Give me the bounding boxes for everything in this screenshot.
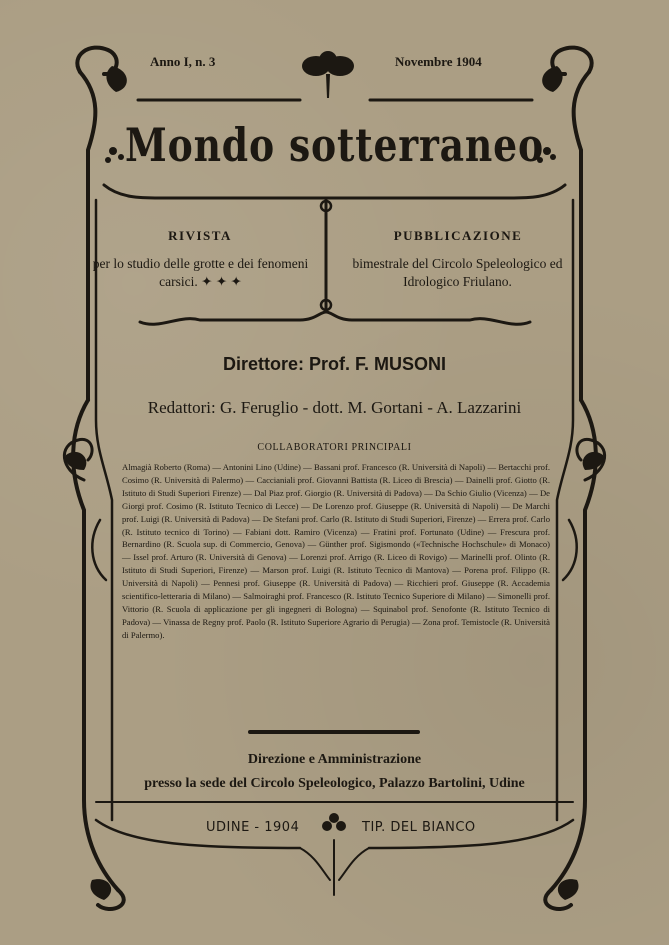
right-column-text: bimestrale del Circolo Speleologico ed Idrologico Friulano. bbox=[352, 256, 563, 289]
collaborators-heading: COLLABORATORI PRINCIPALI bbox=[257, 442, 412, 453]
right-column-heading: PUBBLICAZIONE bbox=[393, 228, 523, 243]
editors-line: Redattori: G. Feruglio - dott. M. Gortani - A. Lazzarini bbox=[147, 398, 522, 417]
director-line: Direttore: Prof. F. MUSONI bbox=[222, 354, 446, 374]
footer-place-year: UDINE - 1904 bbox=[206, 820, 300, 835]
issue-date: Novembre 1904 bbox=[395, 54, 482, 69]
magazine-title: Mondo sotterraneo bbox=[125, 118, 544, 172]
footer-printer: TIP. DEL BIANCO bbox=[362, 820, 476, 835]
collaborators-list: Almagià Roberto (Roma) — Antonini Lino (Udine) — Bassani prof. Francesco (R. Università di Napoli) — Bertacchi prof. Cosimo (R. Università di Palermo) — Caccianiali prof. Giovanni Battista (R. Liceo di Brescia) — Dainelli prof. Giotto (R. Istituto di Studi Superiori Firenze) — Dal Piaz prof. Giorgio (R. Università di Padova) — Da Schio Giulio (Vicenza) — De Giorgi prof. Cosimo (R. Istituto Tecnico di Lecce) — De Lorenzo prof. Giuseppe (R. Università di Napoli) — De Marchi prof. Luigi (R. Università di Padova) — De Stefani prof. Carlo (R. Istituto di Studi Superiori, Firenze) — Errera prof. Carlo (R. Istituto tecnico di Torino) — Fabiani dott. Ramiro (Vicenza) — Fratini prof. Fortunato (Udine) — Frescura prof. Bernardino (R. Scuola sup. di Commercio, Genova) — Günther prof. Sigismondo («Technische Hochschule» di Monaco) — Issel prof. Arturo (R. Università di Genova) — Lorenzi prof. Arrigo (R. Liceo di Rovigo) — Marinelli prof. Olinto (R. Istituto di Studi Superiori, Firenze) — Marson prof. Luigi (R. Istituto Tecnico di Mantova) — Porena prof. Filippo (R. Università di Napoli) — Pennesi prof. Giuseppe (R. Università di Padova) — Ricchieri prof. Giuseppe (R. Accademia scientifico-letteraria di Milano) — Salmoiraghi prof. Francesco (R. Istituto Tecnico Superiore di Milano) — Simonelli prof. Vittorio (R. Scuola di applicazione per gli ingegneri di Bologna) — Squinabol prof. Senofonte (R. Istituto Tecnico di Padova) — Vinassa de Regny prof. Paolo (R. Istituto Superiore Agrario di Perugia) — Zona prof. Temistocle (R. Università di Palermo). bbox=[122, 462, 550, 640]
administration-heading: Direzione e Amministrazione bbox=[247, 752, 422, 767]
administration-address: presso la sede del Circolo Speleologico, Palazzo Bartolini, Udine bbox=[144, 776, 525, 791]
left-column-heading: RIVISTA bbox=[168, 228, 232, 243]
left-column-text: per lo studio delle grotte e dei fenomeni carsici. ✦ ✦ ✦ bbox=[92, 256, 309, 289]
issue-number: Anno I, n. 3 bbox=[150, 54, 216, 69]
